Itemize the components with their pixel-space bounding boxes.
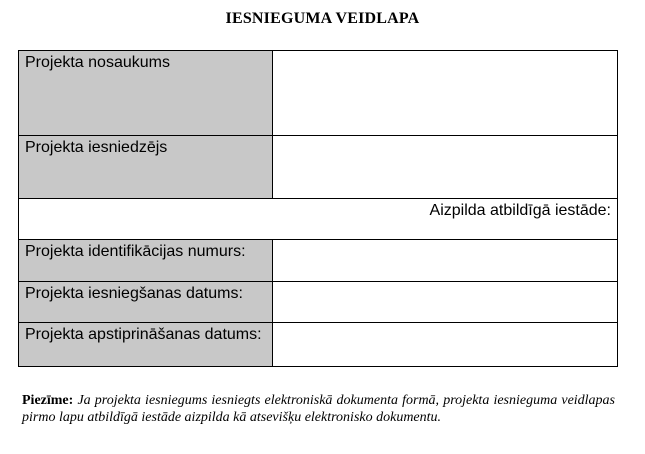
form-title: IESNIEGUMA VEIDLAPA: [225, 10, 420, 27]
table-row: [19, 136, 618, 199]
table-row: [19, 199, 618, 240]
project-name-field[interactable]: [273, 51, 618, 136]
approval-date-label: Projekta apstiprināšanas datums:: [19, 323, 273, 367]
approval-date-field[interactable]: [273, 323, 618, 367]
office-section-label: Aizpilda atbildīgā iestāde:: [19, 199, 618, 240]
submission-date-label: Projekta iesniegšanas datums:: [19, 282, 273, 323]
project-name-label: Projekta nosaukums: [19, 51, 273, 136]
project-id-number-label: Projekta identifikācijas numurs:: [19, 240, 273, 282]
table-row: [19, 51, 618, 136]
footnote: [22, 392, 615, 426]
table-row: [19, 323, 618, 367]
submission-date-field[interactable]: [273, 282, 618, 323]
note-text: Ja projekta iesniegums iesniegts elektroniskā dokumenta formā, projekta iesnieguma veidlapas pirmo lapu atbildīgā iestāde aizpilda kā atsevišķu elektronisko dokumentu.: [22, 393, 616, 425]
note-label: Piezīme:: [22, 393, 74, 408]
project-id-number-field[interactable]: [273, 240, 618, 282]
application-form-table: [18, 50, 618, 367]
table-row: [19, 282, 618, 323]
project-submitter-label: Projekta iesniedzējs: [19, 136, 273, 199]
table-row: [19, 240, 618, 282]
project-submitter-field[interactable]: [273, 136, 618, 199]
